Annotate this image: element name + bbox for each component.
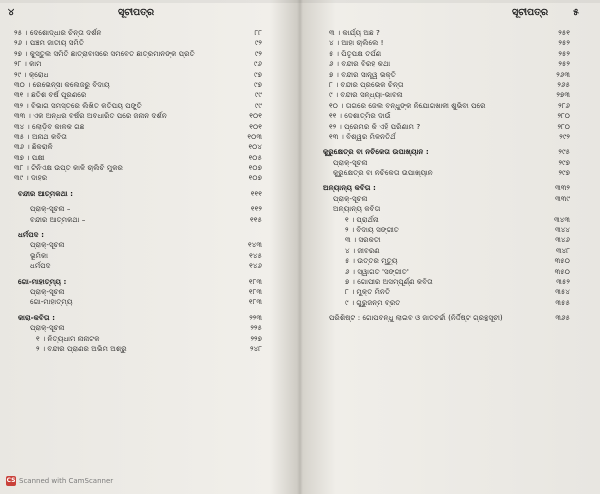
toc-entry: [305, 101, 600, 111]
toc-entry-title: ୫ । ଉତ୍ତର ମୃତ୍ୟୁ: [345, 256, 398, 266]
toc-entry-page: ୩୩୯: [555, 193, 570, 203]
toc-entry-title: ପ୍ରାକ୍-ସୂଚନା –: [30, 204, 71, 214]
toc-entry: [305, 90, 600, 100]
toc-entry: [305, 28, 600, 38]
toc-section-heading: [305, 183, 600, 193]
toc-entry-title: ୩୮ । ଟିନିଏକ୍ଷ ଉପ୍ତ କାଳି ଚାଲିଚି ମୁକର: [14, 163, 123, 173]
toc-section-heading: [0, 277, 292, 287]
toc-entry-page: ୨୫୨: [558, 48, 570, 58]
toc-entry: [305, 38, 600, 48]
toc-entry: [0, 297, 292, 307]
toc-section-heading: [0, 189, 292, 199]
left-page-number: ୪: [8, 7, 15, 18]
left-toc-list: [0, 28, 292, 354]
toc-entry-page: ୧୪୬: [249, 261, 262, 271]
toc-entry-page: ୨୯୫: [558, 147, 570, 157]
toc-entry-page: ୩୪୩: [554, 214, 570, 224]
toc-entry-page: ୧୦୧: [249, 111, 262, 121]
toc-entry: [305, 70, 600, 80]
toc-entry: [0, 153, 292, 163]
toc-entry-page: ୧୦୧: [249, 121, 262, 131]
toc-entry-title: କୁରୁକ୍ଷେତ୍ର ବା ନଚିକେତା ଉପାଖ୍ୟାନ :: [323, 147, 429, 157]
toc-entry-page: ୧୧୫: [250, 214, 262, 224]
toc-entry-page: ୩୫୪: [555, 287, 570, 297]
toc-entry-title: ଅନ୍ୟାନ୍ୟ କବିତା :: [323, 183, 376, 193]
toc-entry: [305, 298, 600, 308]
toc-entry-page: ୨୯୨: [559, 131, 570, 141]
left-page-header-title: ସୂଚୀପତ୍ର: [118, 7, 155, 18]
toc-entry-page: ୨୪୮: [250, 343, 262, 353]
toc-entry: [0, 251, 292, 261]
toc-entry: [305, 168, 600, 178]
toc-entry-page: ୨୮୦: [557, 111, 570, 121]
toc-entry-title: ୯ । ବନ୍ଦୀର ସନ୍ଧ୍ୟା-ଭାବନା: [329, 90, 403, 100]
toc-entry-page: ୩୪୪: [555, 225, 570, 235]
toc-entry: [305, 215, 600, 225]
toc-entry: [0, 204, 292, 214]
toc-entry-page: ୧୮୩: [248, 276, 262, 286]
toc-entry-title: ୧୧ । ଦେଶାତ୍ମିର ଦାଉଁ: [329, 111, 391, 121]
toc-entry: [0, 38, 292, 48]
toc-entry-page: ୧୦୫: [248, 152, 262, 162]
toc-entry: [305, 111, 600, 121]
toc-entry: [305, 204, 600, 214]
toc-entry-title: ୫ । ପିତୃପକ୍ଷ ତର୍ପଣ: [329, 48, 382, 58]
toc-entry: [0, 287, 292, 297]
toc-entry: [305, 287, 600, 297]
toc-entry-title: ୭ । ବନ୍ଦୀର ସାନ୍ତ୍ୱ ଭକ୍ତି: [329, 69, 396, 79]
toc-entry-title: ୩୩ । ଏକ ଅନ୍ଧର ବର୍ଷର ଅବଧାରିତ ପରେ ଜନାନ ଦର୍ଶନ: [14, 111, 167, 121]
toc-entry-title: ଭୂମିକା: [30, 250, 48, 260]
toc-entry: [305, 158, 600, 168]
toc-entry-title: ୩ । କାର୍ଯ୍ୟ ଅଛ ?: [329, 28, 380, 37]
toc-entry-page: ୨୨୭: [250, 333, 262, 343]
toc-entry-title: ୨୬ । ପଞ୍ଚମ ଜାତୀୟ ସମିତି: [14, 38, 84, 48]
toc-entry-title: ୩୨ । ବିଭାଗ ସମସ୍ତରେ ଲିଖିତ କତିପୟ ପଙ୍କ୍ତି: [14, 100, 142, 110]
toc-entry-page: ୧୦୪: [248, 142, 262, 152]
toc-entry-page: ୩୩୨: [555, 183, 570, 193]
toc-entry: [0, 173, 292, 183]
toc-entry-page: ୧୮୩: [248, 297, 262, 307]
toc-entry-page: ୧୦୩: [247, 131, 262, 141]
left-page: [0, 0, 292, 494]
toc-entry: [0, 28, 292, 38]
toc-entry-title: ବନ୍ଦୀର ଆତ୍ମକଥା –: [30, 214, 86, 224]
toc-entry: [0, 70, 292, 80]
toc-section-heading: [305, 147, 600, 157]
toc-entry-title: ୩୯ । ଦାହର: [14, 173, 48, 183]
toc-entry: [0, 111, 292, 121]
toc-entry: [0, 323, 292, 333]
toc-entry: [305, 277, 600, 287]
toc-entry-page: ୩୪୮: [555, 245, 570, 255]
toc-entry-page: ୯୨: [254, 38, 262, 48]
toc-entry-page: ୩୪୬: [555, 235, 570, 245]
toc-entry-title: ୩୬ । ଛିକରାଳି: [14, 142, 53, 152]
toc-entry: [305, 256, 600, 266]
toc-entry-title: ଅନ୍ୟାନ୍ୟ କବିତା: [333, 204, 381, 214]
toc-entry-page: ୧୮୩: [248, 286, 262, 296]
toc-entry: [305, 235, 600, 245]
toc-entry-page: ୯୯: [254, 100, 262, 110]
toc-entry: [305, 59, 600, 69]
toc-entry: [305, 132, 600, 142]
toc-entry-title: ୧୩ । ବିଶ୍ୱର ମିଳନତିର୍ଥ: [329, 131, 396, 141]
toc-entry-title: ପ୍ରାକ୍-ସୂଚନା: [30, 286, 65, 296]
toc-entry-title: ୮ । ବନ୍ଦୀର ପ୍ରଭେକ ଚିନ୍ତା: [329, 79, 404, 89]
toc-entry-page: ୨୭୩: [556, 90, 570, 100]
toc-entry-page: ୨୯୭: [558, 157, 570, 167]
toc-entry-title: ପ୍ରାକ୍-ସୂଚନା: [333, 157, 368, 167]
toc-entry-title: ୨୮ । କାମ: [14, 59, 42, 69]
toc-entry-title: ୧୦ । ତାଗରେ ଜେଲ ବନ୍ଧୁଙ୍କ ନିଯୋଗଖାଳୀ ଶୁଭିବା ପରେ: [329, 100, 486, 110]
toc-entry-page: ୨୫୧: [558, 28, 570, 37]
toc-entry: [305, 194, 600, 204]
toc-entry: [0, 261, 292, 271]
toc-entry-page: ୨୮୦: [557, 121, 570, 131]
toc-entry-title: ୨୫ । ଦେଶୋଦ୍ଧାର ଚିନ୍ତା ଦର୍ଶନ: [14, 28, 102, 37]
toc-entry-title: ୨୭ । କୁସ୍ତୁଲ ସମିତି ଛାତ୍ରାବାସରେ ସମବେତ ଛାତ୍ରମାନଙ୍କ ପ୍ରତି: [14, 48, 195, 58]
right-page: [305, 0, 600, 494]
toc-entry-title: ୧ । ପ୍ରାର୍ଥନା: [345, 214, 379, 224]
toc-entry-title: ଧର୍ମପଦ: [30, 261, 51, 271]
toc-entry: [0, 90, 292, 100]
right-page-header-title: ସୂଚୀପତ୍ର: [512, 7, 549, 18]
toc-entry-title: ୪ । ଜୀବରଣ: [345, 245, 380, 255]
toc-entry: [0, 122, 292, 132]
toc-entry-title: ୩୧ । ଛତିଶ ବର୍ଷ ପୂରଣରେ: [14, 90, 87, 100]
toc-entry-page: ୩୫୦: [554, 266, 570, 276]
toc-entry: [305, 225, 600, 235]
toc-entry: [0, 240, 292, 250]
toc-entry-title: ୪ । ଆହା ଚାଲିଲେ !: [329, 38, 384, 48]
toc-entry: [305, 313, 600, 323]
toc-entry-title: ୧୨ । ପ୍ରେମର କି ଏହି ପରିଣାମ ?: [329, 121, 421, 131]
toc-entry-page: ୨୨୩: [249, 312, 262, 322]
toc-entry-title: ୩୪ । ଲୋଡ଼ିବ କାଳକ ଗଛ: [14, 121, 85, 131]
toc-entry-page: ୮୮: [254, 28, 262, 37]
toc-entry-title: ଗୋ-ମାହାତ୍ମ୍ୟ: [30, 297, 73, 307]
toc-entry-title: କାରା-କବିତା :: [18, 312, 55, 322]
toc-entry: [305, 80, 600, 90]
toc-entry-title: ବନ୍ଦୀର ଆତ୍ମକଥା :: [18, 188, 74, 198]
toc-entry-title: ପ୍ରାକ୍-ସୂଚନା: [30, 323, 65, 333]
toc-entry-title: ୩୫ । ଅନାଥ କବିତା: [14, 131, 67, 141]
toc-entry: [0, 344, 292, 354]
toc-entry-title: ୭ । ଗୋପୀର ଅସମ୍ପୂର୍ଣ୍ଣ କବିତା: [345, 276, 433, 286]
toc-entry-page: ୨୯୭: [558, 168, 570, 178]
toc-entry-page: ୩୬୫: [555, 313, 570, 323]
toc-entry-title: ଗୋ-ମାହାତ୍ମ୍ୟ :: [18, 276, 67, 286]
toc-entry: [305, 246, 600, 256]
toc-entry: [305, 49, 600, 59]
toc-entry-title: ୩ । ସରକତୀ: [345, 235, 381, 245]
toc-entry-title: ୧ । ନିତ୍ୟଧାମ ନାନାଟକ: [36, 333, 100, 343]
toc-entry-page: ୩୫୦: [554, 256, 570, 266]
right-page-number: ୫: [573, 7, 579, 18]
toc-entry: [0, 132, 292, 142]
scanner-watermark: [6, 476, 113, 486]
toc-entry-page: ୯୭: [254, 79, 262, 89]
toc-entry-title: ୬ । ସ୍ୱାଗତ 'ସଙ୍ଗୀତ': [345, 266, 409, 276]
camscanner-logo-icon: CS: [6, 477, 16, 484]
toc-section-heading: [0, 230, 292, 240]
toc-entry: [0, 334, 292, 344]
toc-entry: [0, 101, 292, 111]
toc-entry-title: ପ୍ରାକ୍-ସୂଚନା: [30, 240, 65, 250]
toc-section-heading: [0, 313, 292, 323]
toc-entry: [0, 80, 292, 90]
toc-entry-page: ୧୪୫: [249, 250, 262, 260]
toc-entry-title: ୬ । ବନ୍ଦୀର ବିରହ କଥା: [329, 59, 391, 69]
toc-entry: [0, 142, 292, 152]
toc-entry-page: ୧୦୭: [248, 173, 262, 183]
toc-entry-title: ଧର୍ମପଦ :: [18, 230, 44, 240]
toc-entry-title: ୩୭ । ପକ୍ଷୀ: [14, 152, 45, 162]
toc-entry-title: କୁରୁକ୍ଷେତ୍ର ବା ନଚିକେତା ଉପାଖ୍ୟାନ: [333, 168, 433, 178]
toc-entry-page: ୨୮୬: [558, 100, 570, 110]
toc-entry-page: ୩୫୨: [556, 276, 570, 286]
toc-entry: [305, 122, 600, 132]
toc-entry-page: ୩୫୫: [555, 297, 570, 307]
toc-entry-page: ୯୭: [254, 69, 262, 79]
toc-entry: [305, 267, 600, 277]
right-toc-list: [305, 28, 600, 324]
toc-entry-title: ୩୦ । ରେଭେନ୍ସା କଲେଜରୁ ବିଦାୟ: [14, 79, 110, 89]
toc-entry-page: ୨୬୩: [556, 69, 570, 79]
toc-entry-page: ୧୧୧: [250, 188, 262, 198]
toc-entry-page: ୨୨୫: [250, 323, 262, 333]
toc-entry-page: ୯୯: [254, 90, 262, 100]
toc-entry-title: ପରିଶିଷ୍ଟ : ଗୋପବନ୍ଧୁ ଲାଇବ ଓ ଜାତଚର୍ଚ୍ଚା (ନିର୍ଦ୍ଦିଷ୍ଟ ଗ୍ରନ୍ଥସୂଚୀ): [329, 313, 503, 323]
toc-entry: [0, 59, 292, 69]
toc-entry-title: ୯ । ଗୁରୁଜନ୍ମ ବ୍ରତ: [345, 297, 401, 307]
toc-entry-page: ୨୬୫: [557, 79, 570, 89]
toc-entry-title: ୮ । ମୁକ୍ତ ମିନତି: [345, 287, 391, 297]
toc-entry-title: ୨୯ । କ୍ରୋଧ: [14, 69, 49, 79]
toc-entry-page: ୧୪୩: [247, 240, 262, 250]
toc-entry-page: ୯୬: [253, 59, 262, 69]
watermark-text: Scanned with CamScanner: [19, 477, 114, 485]
toc-entry-title: ୨ । ବିଦାୟ ସଙ୍ଗୀତ: [345, 225, 399, 235]
toc-entry-page: ୧୦୭: [248, 163, 262, 173]
toc-entry-title: ୨ । ବନ୍ଦୀର ପ୍ରାଣର ଅଭିମ ଅଶ୍ରୁ: [36, 343, 127, 353]
toc-entry-page: ୯୨: [254, 48, 262, 58]
toc-entry: [0, 163, 292, 173]
toc-entry-page: ୨୫୨: [558, 59, 570, 69]
toc-entry-title: ପ୍ରାକ୍-ସୂଚନା: [333, 193, 368, 203]
toc-entry-page: ୨୫୨: [558, 38, 570, 48]
toc-entry-page: ୧୧୨: [250, 204, 262, 214]
toc-entry: [0, 215, 292, 225]
toc-entry: [0, 49, 292, 59]
